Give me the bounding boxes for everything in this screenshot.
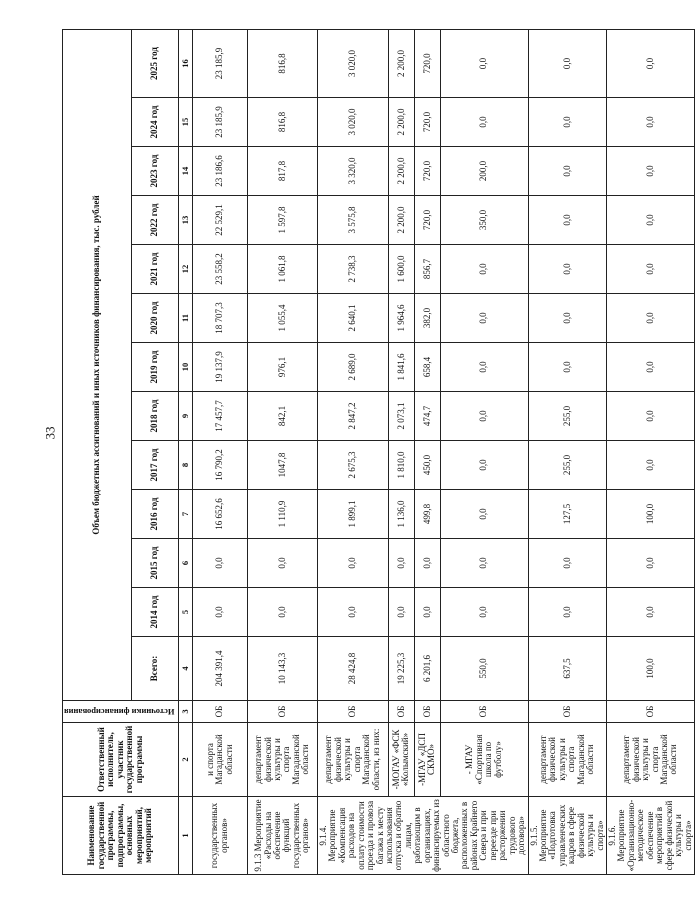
year-value: 3 020,0 — [317, 30, 388, 98]
year-value: 0,0 — [607, 294, 695, 343]
year-value: 1 899,1 — [317, 490, 388, 539]
total-cell: 28 424,8 — [317, 637, 388, 701]
year-value: 856,7 — [414, 245, 440, 294]
column-index: 1 — [178, 797, 192, 875]
activity-name: 9.1.4. Мероприятие «Компенсация расходов на оплату стоимости проезда и провоза багажа к месту использования отпуска и обратно лицам, работающим в организациях, финансируемых из областного бюджета, расположенных в районах Крайнего Севера и при переезде при расторжении трудового договора» — [317, 797, 528, 875]
total-cell: 6 201,6 — [414, 637, 440, 701]
year-value: 23 185,9 — [192, 30, 247, 98]
page-number: 33 — [42, 426, 58, 440]
year-value: 2 200,0 — [388, 196, 414, 245]
financing-table — [62, 29, 695, 875]
year-value: 0,0 — [607, 196, 695, 245]
column-index: 4 — [178, 637, 192, 701]
year-value: 0,0 — [247, 588, 317, 637]
executor-cell: -МГАУ «ДСП СКМО» — [414, 723, 440, 797]
year-value: 0,0 — [414, 588, 440, 637]
header-year: 2014 год — [132, 588, 179, 637]
header-year: 2022 год — [132, 196, 179, 245]
table-row — [528, 30, 607, 875]
column-index: 6 — [178, 539, 192, 588]
year-value: 0,0 — [607, 245, 695, 294]
year-value: 1 061,8 — [247, 245, 317, 294]
year-value: 720,0 — [414, 147, 440, 196]
year-value: 976,1 — [247, 343, 317, 392]
year-value: 23 186,6 — [192, 147, 247, 196]
executor-cell: - МГАУ «Спортивная школа по футболу» — [440, 723, 528, 797]
total-cell: 204 391,4 — [192, 637, 247, 701]
source-cell: ОБ — [528, 701, 607, 723]
year-value: 0,0 — [440, 588, 528, 637]
year-value: 0,0 — [607, 147, 695, 196]
year-value: 3 020,0 — [317, 98, 388, 147]
executor-cell: департамент физической культуры и спорта Магаданской области, из них: — [317, 723, 388, 797]
column-index: 7 — [178, 490, 192, 539]
column-index-row — [178, 30, 192, 875]
year-value: 1 597,8 — [247, 196, 317, 245]
year-value: 23 185,9 — [192, 98, 247, 147]
year-value: 0,0 — [528, 588, 607, 637]
year-value: 0,0 — [414, 539, 440, 588]
year-value: 0,0 — [607, 539, 695, 588]
year-value: 0,0 — [440, 539, 528, 588]
year-value: 0,0 — [440, 490, 528, 539]
year-value: 1 810,0 — [388, 441, 414, 490]
year-value: 17 457,7 — [192, 392, 247, 441]
column-index: 10 — [178, 343, 192, 392]
activity-name: 9.1.3 Мероприятие «Расходы на обеспечение функций государственных органов» — [247, 797, 317, 875]
year-value: 200,0 — [440, 147, 528, 196]
year-value: 2 675,3 — [317, 441, 388, 490]
column-index: 16 — [178, 30, 192, 98]
year-value: 0,0 — [317, 539, 388, 588]
year-value: 2 738,3 — [317, 245, 388, 294]
year-value: 1047,8 — [247, 441, 317, 490]
year-value: 0,0 — [528, 245, 607, 294]
year-value: 2 689,0 — [317, 343, 388, 392]
year-value: 350,0 — [440, 196, 528, 245]
year-value: 1 600,0 — [388, 245, 414, 294]
source-cell: ОБ — [192, 701, 247, 723]
header-source: Источники финансирования — [63, 701, 179, 723]
year-value: 3 575,8 — [317, 196, 388, 245]
source-cell: ОБ — [440, 701, 528, 723]
year-value: 18 707,3 — [192, 294, 247, 343]
activity-name: 9.1.6. Мероприятие «Организационно-методическое обеспечение мероприятий в сфере физической культуры и спорта» — [607, 797, 695, 875]
table-row — [317, 30, 388, 875]
year-value: 0,0 — [440, 343, 528, 392]
year-value: 0,0 — [440, 294, 528, 343]
year-value: 817,8 — [247, 147, 317, 196]
source-cell: ОБ — [388, 701, 414, 723]
year-value: 2 200,0 — [388, 147, 414, 196]
activity-name: 9.1.5. Мероприятие «Подготовка управленческих кадров в сфере физической культуры и спорта» — [528, 797, 607, 875]
year-value: 2 847,2 — [317, 392, 388, 441]
column-index: 11 — [178, 294, 192, 343]
year-value: 0,0 — [528, 196, 607, 245]
year-value: 100,0 — [607, 490, 695, 539]
column-index: 13 — [178, 196, 192, 245]
table-row — [192, 30, 247, 875]
year-value: 2 200,0 — [388, 30, 414, 98]
column-index: 9 — [178, 392, 192, 441]
year-value: 0,0 — [607, 441, 695, 490]
executor-cell: департамент физической культуры и спорта Магаданской области — [607, 723, 695, 797]
year-value: 127,5 — [528, 490, 607, 539]
year-value: 2 073,1 — [388, 392, 414, 441]
year-value: 3 320,0 — [317, 147, 388, 196]
year-value: 0,0 — [440, 98, 528, 147]
executor-cell: департамент физической культуры и спорта Магаданской области — [528, 723, 607, 797]
header-name: Наименование государственной программы, подпрограммы, основных мероприятий, мероприятий — [63, 797, 179, 875]
year-value: 0,0 — [607, 30, 695, 98]
year-value: 499,8 — [414, 490, 440, 539]
year-value: 720,0 — [414, 98, 440, 147]
year-value: 0,0 — [607, 98, 695, 147]
year-value: 0,0 — [607, 588, 695, 637]
header-year: 2016 год — [132, 490, 179, 539]
year-value: 0,0 — [317, 588, 388, 637]
column-index: 14 — [178, 147, 192, 196]
header-year: 2017 год — [132, 441, 179, 490]
column-index: 15 — [178, 98, 192, 147]
source-cell: ОБ — [317, 701, 388, 723]
year-value: 0,0 — [528, 98, 607, 147]
executor-cell: департамент физической культуры и спорта Магаданской области — [247, 723, 317, 797]
total-cell: 100,0 — [607, 637, 695, 701]
year-value: 816,8 — [247, 30, 317, 98]
header-year: 2024 год — [132, 98, 179, 147]
year-value: 720,0 — [414, 196, 440, 245]
header-year: 2015 год — [132, 539, 179, 588]
year-value: 255,0 — [528, 441, 607, 490]
year-value: 23 558,2 — [192, 245, 247, 294]
table-row — [414, 30, 440, 875]
column-index: 8 — [178, 441, 192, 490]
executor-cell: -МОГАУ «ФСК «Колымский» — [388, 723, 414, 797]
year-value: 16 790,2 — [192, 441, 247, 490]
total-cell: 10 143,3 — [247, 637, 317, 701]
header-year: 2025 год — [132, 30, 179, 98]
year-value: 22 529,1 — [192, 196, 247, 245]
table-row — [388, 30, 414, 875]
year-value: 658,4 — [414, 343, 440, 392]
total-cell: 550,0 — [440, 637, 528, 701]
year-value: 0,0 — [440, 30, 528, 98]
year-value: 1 964,6 — [388, 294, 414, 343]
year-value: 0,0 — [528, 30, 607, 98]
year-value: 0,0 — [388, 588, 414, 637]
header-funding: Объем бюджетных ассигнований и иных источников финансирования, тыс. рублей — [63, 30, 132, 701]
header-year: 2019 год — [132, 343, 179, 392]
year-value: 0,0 — [607, 343, 695, 392]
table-row — [607, 30, 695, 875]
year-value: 0,0 — [528, 294, 607, 343]
year-value: 1 136,0 — [388, 490, 414, 539]
header-executor: Ответственный исполнитель, участник государственной программы — [63, 723, 179, 797]
year-value: 0,0 — [528, 147, 607, 196]
year-value: 0,0 — [528, 343, 607, 392]
year-value: 0,0 — [247, 539, 317, 588]
year-value: 19 137,9 — [192, 343, 247, 392]
year-value: 1 841,6 — [388, 343, 414, 392]
year-value: 816,8 — [247, 98, 317, 147]
year-value: 474,7 — [414, 392, 440, 441]
total-cell: 637,5 — [528, 637, 607, 701]
table-row — [247, 30, 317, 875]
year-value: 0,0 — [192, 588, 247, 637]
year-value: 0,0 — [440, 245, 528, 294]
header-year: 2020 год — [132, 294, 179, 343]
year-value: 450,0 — [414, 441, 440, 490]
executor-cell: и спорта Магаданской области — [192, 723, 247, 797]
table-row — [440, 30, 528, 875]
header-total: Всего: — [132, 637, 179, 701]
year-value: 1 110,9 — [247, 490, 317, 539]
year-value: 255,0 — [528, 392, 607, 441]
source-cell: ОБ — [414, 701, 440, 723]
source-cell: ОБ — [247, 701, 317, 723]
column-index: 5 — [178, 588, 192, 637]
year-value: 842,1 — [247, 392, 317, 441]
year-value: 2 640,1 — [317, 294, 388, 343]
year-value: 0,0 — [440, 441, 528, 490]
activity-name: государственных органов» — [192, 797, 247, 875]
year-value: 720,0 — [414, 30, 440, 98]
year-value: 0,0 — [192, 539, 247, 588]
year-value: 1 055,4 — [247, 294, 317, 343]
year-value: 0,0 — [528, 539, 607, 588]
header-year: 2023 год — [132, 147, 179, 196]
total-cell: 19 225,3 — [388, 637, 414, 701]
year-value: 0,0 — [607, 392, 695, 441]
header-year: 2018 год — [132, 392, 179, 441]
header-year: 2021 год — [132, 245, 179, 294]
year-value: 16 652,6 — [192, 490, 247, 539]
financing-table-sheet — [62, 30, 693, 875]
source-cell: ОБ — [607, 701, 695, 723]
year-value: 0,0 — [388, 539, 414, 588]
column-index: 3 — [178, 701, 192, 723]
year-value: 0,0 — [440, 392, 528, 441]
year-value: 2 200,0 — [388, 98, 414, 147]
column-index: 12 — [178, 245, 192, 294]
year-value: 382,0 — [414, 294, 440, 343]
column-index: 2 — [178, 723, 192, 797]
